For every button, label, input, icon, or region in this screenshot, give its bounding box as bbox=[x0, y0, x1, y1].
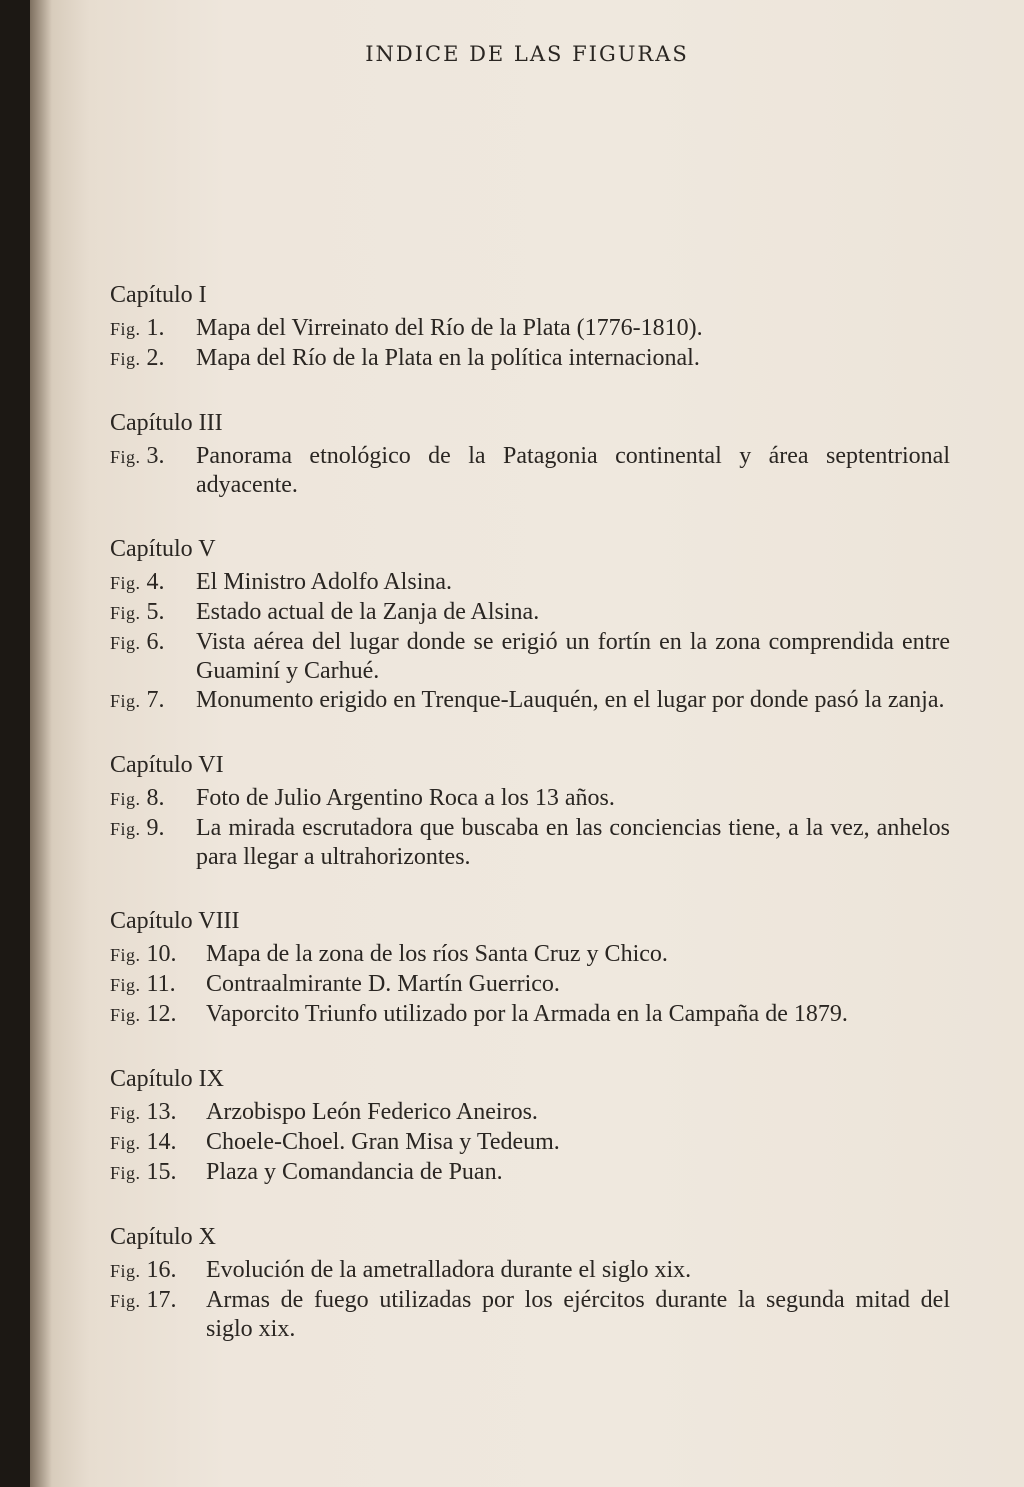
chapter-title: Capítulo III bbox=[110, 410, 223, 436]
figure-label bbox=[110, 1256, 206, 1286]
figure-caption: Mapa del Río de la Plata en la política internacional. bbox=[196, 345, 700, 371]
chapter-section bbox=[110, 280, 950, 374]
figure-prefix: Fig. bbox=[110, 691, 141, 711]
figure-label bbox=[110, 344, 196, 374]
figure-label bbox=[110, 1128, 206, 1158]
chapter-title: Capítulo VI bbox=[110, 752, 224, 778]
figure-label bbox=[110, 1098, 206, 1128]
figure-label bbox=[110, 1286, 206, 1344]
figure-label bbox=[110, 314, 196, 344]
figure-prefix: Fig. bbox=[110, 447, 141, 467]
figure-number: 10. bbox=[146, 941, 177, 967]
book-page bbox=[30, 0, 1024, 1487]
figure-number: 15. bbox=[146, 1159, 177, 1185]
figure-entry bbox=[110, 1128, 950, 1158]
chapter-title: Capítulo VIII bbox=[110, 908, 240, 934]
figure-number: 14. bbox=[146, 1129, 177, 1155]
figure-caption: Plaza y Comandancia de Puan. bbox=[206, 1159, 503, 1185]
figure-entry bbox=[110, 598, 950, 628]
figure-label bbox=[110, 1000, 206, 1030]
figure-entry bbox=[110, 1256, 950, 1286]
figure-prefix: Fig. bbox=[110, 1261, 141, 1281]
figure-number: 5. bbox=[146, 599, 165, 625]
figure-number: 2. bbox=[146, 345, 165, 371]
figure-caption: Choele-Choel. Gran Misa y Tedeum. bbox=[206, 1129, 560, 1155]
figure-label bbox=[110, 442, 196, 500]
figure-entry bbox=[110, 568, 950, 598]
figure-caption: Contraalmirante D. Martín Guerrico. bbox=[206, 971, 560, 997]
figure-label bbox=[110, 598, 196, 628]
figure-number: 11. bbox=[146, 971, 176, 997]
figure-prefix: Fig. bbox=[110, 1133, 141, 1153]
figure-prefix: Fig. bbox=[110, 633, 141, 653]
figure-number: 17. bbox=[146, 1287, 177, 1313]
figure-number: 1. bbox=[146, 315, 165, 341]
figure-prefix: Fig. bbox=[110, 319, 141, 339]
figure-label bbox=[110, 940, 206, 970]
chapter-section bbox=[110, 906, 950, 1030]
chapter-title: Capítulo X bbox=[110, 1224, 216, 1250]
figure-entry bbox=[110, 970, 950, 1000]
figure-number: 8. bbox=[146, 785, 165, 811]
figure-prefix: Fig. bbox=[110, 1163, 141, 1183]
chapter-section bbox=[110, 1064, 950, 1188]
chapter-section bbox=[110, 1222, 950, 1344]
figure-caption: Arzobispo León Federico Aneiros. bbox=[206, 1099, 538, 1125]
figure-number: 12. bbox=[146, 1001, 177, 1027]
figure-entry bbox=[110, 814, 950, 872]
figure-caption: Armas de fuego utilizadas por los ejércitos durante la segunda mitad del siglo xix. bbox=[206, 1287, 950, 1342]
figure-label bbox=[110, 814, 196, 872]
figure-caption: El Ministro Adolfo Alsina. bbox=[196, 569, 453, 595]
figure-prefix: Fig. bbox=[110, 975, 141, 995]
chapter-title: Capítulo I bbox=[110, 282, 207, 308]
figure-number: 3. bbox=[146, 443, 165, 469]
chapter-section bbox=[110, 750, 950, 872]
figure-entry bbox=[110, 1158, 950, 1188]
figure-caption: Vista aérea del lugar donde se erigió un fortín en la zona comprendida entre Guaminí y Carhué. bbox=[196, 629, 950, 684]
figure-number: 6. bbox=[146, 629, 165, 655]
figure-number: 16. bbox=[146, 1257, 177, 1283]
figure-number: 9. bbox=[146, 815, 165, 841]
figure-caption: Monumento erigido en Trenque-Lauquén, en el lugar por donde pasó la zanja. bbox=[196, 687, 945, 713]
figure-prefix: Fig. bbox=[110, 1005, 141, 1025]
figure-prefix: Fig. bbox=[110, 573, 141, 593]
figure-label bbox=[110, 628, 196, 686]
figure-entry bbox=[110, 344, 950, 374]
figure-caption: Evolución de la ametralladora durante el siglo xix. bbox=[206, 1257, 692, 1283]
figure-caption: Estado actual de la Zanja de Alsina. bbox=[196, 599, 540, 625]
figure-caption: Mapa de la zona de los ríos Santa Cruz y Chico. bbox=[206, 941, 668, 967]
chapter-title: Capítulo V bbox=[110, 536, 216, 562]
figure-number: 4. bbox=[146, 569, 165, 595]
gutter-shadow bbox=[30, 0, 52, 1487]
figure-prefix: Fig. bbox=[110, 819, 141, 839]
figure-entry bbox=[110, 940, 950, 970]
figure-number: 13. bbox=[146, 1099, 177, 1125]
figure-entry bbox=[110, 1286, 950, 1344]
figure-entry bbox=[110, 314, 950, 344]
figure-prefix: Fig. bbox=[110, 789, 141, 809]
figure-label bbox=[110, 784, 196, 814]
figure-entry bbox=[110, 1000, 950, 1030]
figure-caption: Panorama etnológico de la Patagonia continental y área septentrional adyacente. bbox=[196, 443, 950, 498]
figure-label bbox=[110, 568, 196, 598]
figure-entry bbox=[110, 1098, 950, 1128]
figure-prefix: Fig. bbox=[110, 1103, 141, 1123]
figure-label bbox=[110, 1158, 206, 1188]
figure-prefix: Fig. bbox=[110, 945, 141, 965]
figure-caption: Mapa del Virreinato del Río de la Plata (1776-1810). bbox=[196, 315, 703, 341]
chapter-section bbox=[110, 408, 950, 500]
figure-caption: Foto de Julio Argentino Roca a los 13 años. bbox=[196, 785, 615, 811]
figure-prefix: Fig. bbox=[110, 349, 141, 369]
page-header: INDICE DE LAS FIGURAS bbox=[365, 42, 689, 66]
figure-index bbox=[110, 280, 950, 1378]
figure-prefix: Fig. bbox=[110, 603, 141, 623]
figure-entry bbox=[110, 784, 950, 814]
chapter-section bbox=[110, 534, 950, 716]
figure-label bbox=[110, 686, 196, 716]
figure-caption: La mirada escrutadora que buscaba en las conciencias tiene, a la vez, anhelos para llegar a ultrahorizontes. bbox=[196, 815, 950, 870]
figure-caption: Vaporcito Triunfo utilizado por la Armada en la Campaña de 1879. bbox=[206, 1001, 848, 1027]
figure-prefix: Fig. bbox=[110, 1291, 141, 1311]
figure-number: 7. bbox=[146, 687, 165, 713]
figure-label bbox=[110, 970, 206, 1000]
figure-entry bbox=[110, 628, 950, 686]
figure-entry bbox=[110, 442, 950, 500]
figure-entry bbox=[110, 686, 950, 716]
chapter-title: Capítulo IX bbox=[110, 1066, 224, 1092]
